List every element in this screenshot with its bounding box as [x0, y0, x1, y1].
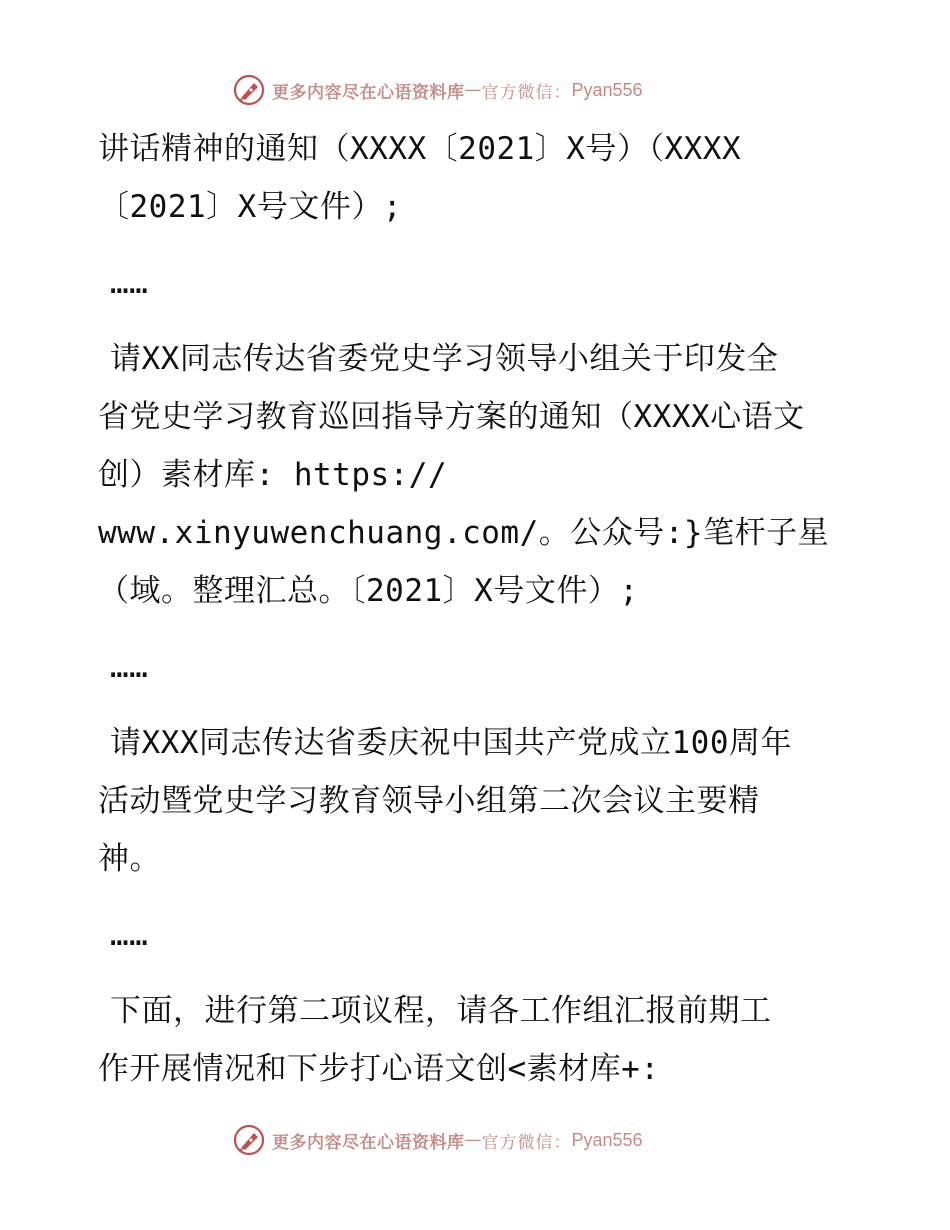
watermark-wechat-id: Pyan556 — [571, 1129, 643, 1150]
text-line: 请XXX同志传达省委庆祝中国共产党成立100周年 — [110, 725, 792, 761]
watermark-separator: — — [464, 80, 482, 100]
paragraph — [98, 330, 868, 620]
text-line: 讲话精神的通知（XXXX〔2021〕X号）（XXXX — [98, 131, 742, 167]
watermark-separator: — — [464, 1130, 482, 1150]
ellipsis-line: …… — [110, 649, 149, 685]
paragraph — [98, 714, 868, 888]
text-line: 活动暨党史学习教育领导小组第二次会议主要精 — [98, 783, 760, 819]
watermark-wechat-label: 官方微信： — [481, 1132, 572, 1153]
text-line: 作开展情况和下步打心语文创<素材库+: — [98, 1051, 660, 1087]
text-line: （域。整理汇总。〔2021〕X号文件）; — [98, 573, 639, 609]
ellipsis-line: …… — [110, 265, 149, 301]
paragraph — [98, 906, 868, 964]
text-line: 创）素材库: https:// — [98, 457, 448, 493]
paragraph — [98, 638, 868, 696]
footer-watermark — [232, 1120, 643, 1160]
ellipsis-line: …… — [110, 917, 149, 953]
text-line: 神。 — [98, 841, 161, 877]
text-line: www.xinyuwenchuang.com/。公众号:}笔杆子星 — [98, 515, 830, 551]
watermark-brand-text: 更多内容尽在心语资料库 — [272, 1132, 465, 1153]
watermark-wechat-label: 官方微信： — [481, 82, 572, 103]
text-line: 〔2021〕X号文件）; — [98, 189, 402, 225]
text-line: 省党史学习教育巡回指导方案的通知（XXXX心语文 — [98, 399, 805, 435]
pen-nib-logo-icon — [232, 1123, 266, 1157]
watermark-wechat-id: Pyan556 — [571, 79, 643, 100]
watermark-brand-text: 更多内容尽在心语资料库 — [272, 82, 465, 103]
text-line: 下面，进行第二项议程，请各工作组汇报前期工 — [110, 993, 772, 1029]
text-line: 请XX同志传达省委党史学习领导小组关于印发全 — [110, 341, 779, 377]
paragraph — [98, 982, 868, 1098]
paragraph — [98, 254, 868, 312]
paragraph — [98, 120, 868, 236]
pen-nib-logo-icon — [232, 73, 266, 107]
header-watermark — [232, 70, 643, 110]
document-body — [98, 120, 868, 1098]
